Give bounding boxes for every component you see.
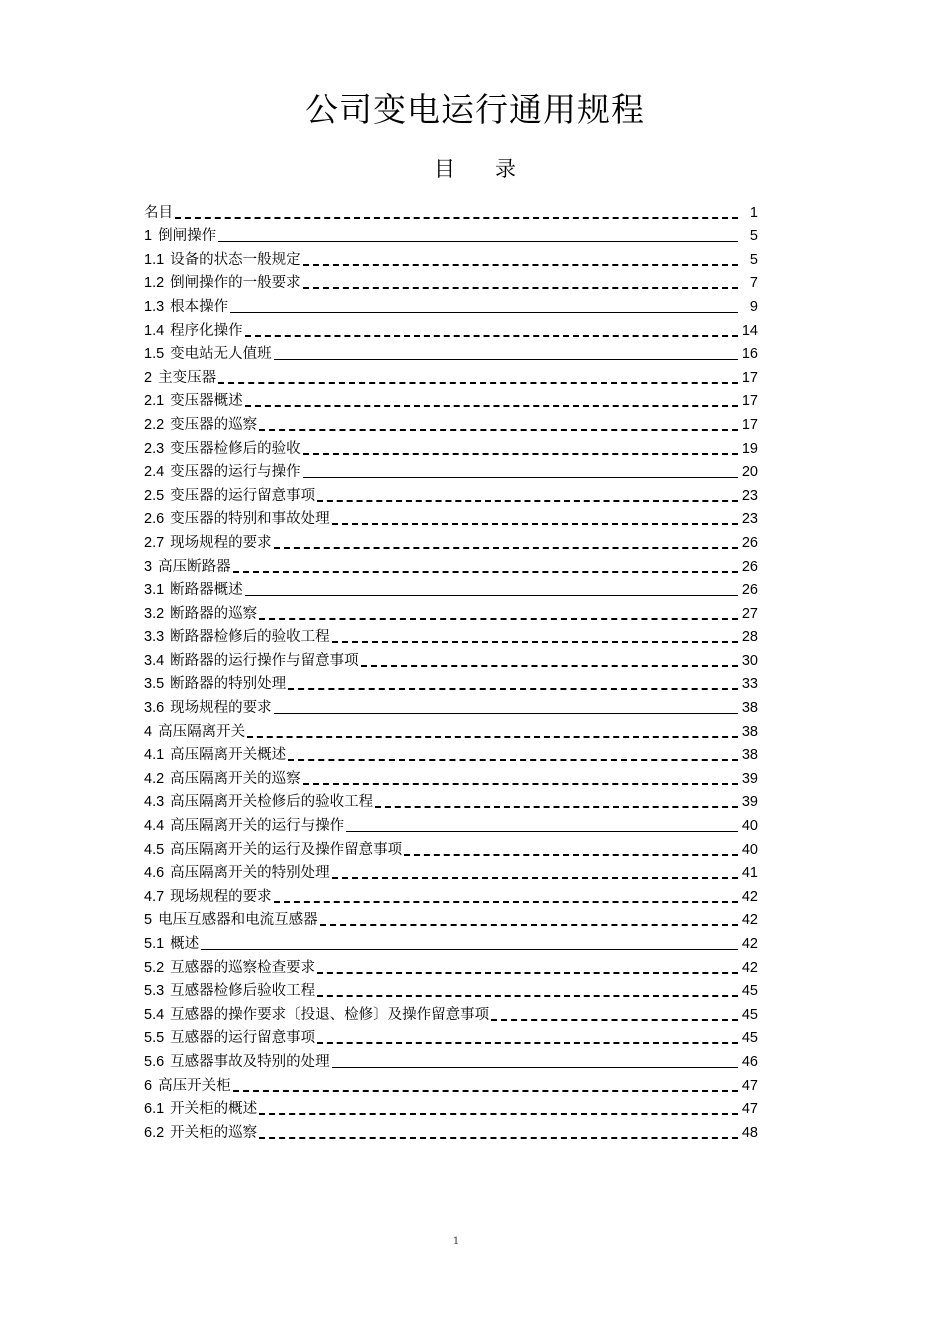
toc-entry-number: 5.5 bbox=[144, 1030, 165, 1047]
toc-entry[interactable] bbox=[144, 859, 758, 883]
toc-entry[interactable] bbox=[144, 1024, 758, 1048]
toc-leader-line bbox=[404, 854, 738, 856]
toc-leader-line bbox=[317, 500, 738, 502]
toc-leader-line bbox=[233, 1090, 738, 1092]
toc-entry[interactable] bbox=[144, 481, 758, 505]
toc-entry-number: 2.6 bbox=[144, 511, 165, 528]
toc-entry-page: 48 bbox=[741, 1124, 758, 1141]
toc-entry[interactable] bbox=[144, 1047, 758, 1071]
toc-entry-page: 28 bbox=[741, 629, 758, 646]
toc-leader-line bbox=[303, 453, 738, 455]
toc-entry-page: 16 bbox=[741, 346, 758, 363]
toc-entry-title: 断路器的特别处理 bbox=[170, 676, 287, 693]
toc-entry-title: 变压器的特别和事故处理 bbox=[170, 511, 330, 528]
toc-entry-page: 40 bbox=[741, 841, 758, 858]
toc-entry-page: 9 bbox=[749, 298, 758, 315]
toc-entry-number: 2.2 bbox=[144, 416, 165, 433]
toc-entry-label bbox=[144, 888, 272, 906]
toc-leader-line bbox=[317, 1042, 738, 1044]
toc-heading-char-2: 录 bbox=[495, 157, 516, 181]
toc-entry-number: 5 bbox=[144, 912, 153, 929]
toc-entry-label bbox=[144, 982, 315, 1000]
toc-entry-title: 高压隔离开关的运行及操作留意事项 bbox=[170, 841, 403, 858]
toc-entry-page: 38 bbox=[741, 723, 758, 740]
toc-leader-line bbox=[303, 264, 738, 266]
toc-entry-title: 变压器概述 bbox=[170, 393, 243, 410]
toc-entry-label bbox=[144, 1053, 330, 1071]
toc-entry-page: 26 bbox=[741, 534, 758, 551]
toc-entry[interactable] bbox=[144, 670, 758, 694]
toc-entry-title: 开关柜的巡察 bbox=[170, 1124, 258, 1141]
toc-entry-number: 3.4 bbox=[144, 652, 165, 669]
toc-entry-number: 6.1 bbox=[144, 1101, 165, 1118]
toc-entry-number: 3.3 bbox=[144, 629, 165, 646]
toc-leader-line bbox=[274, 359, 738, 360]
toc-entry-title: 互感器事故及特别的处理 bbox=[170, 1053, 330, 1070]
toc-entry-number: 1.3 bbox=[144, 298, 165, 315]
toc-entry-label bbox=[144, 1006, 489, 1024]
toc-entry-label bbox=[144, 605, 257, 623]
toc-entry-page: 30 bbox=[741, 652, 758, 669]
toc-entry-number: 3.6 bbox=[144, 700, 165, 717]
toc-entry[interactable] bbox=[144, 882, 758, 906]
toc-entry-page: 45 bbox=[741, 1006, 758, 1023]
toc-heading bbox=[0, 154, 950, 184]
toc-entry[interactable] bbox=[144, 458, 758, 482]
toc-entry[interactable] bbox=[144, 623, 758, 647]
toc-entry-title: 变压器检修后的验收 bbox=[170, 440, 301, 457]
toc-entry-number: 6.2 bbox=[144, 1124, 165, 1141]
toc-entry-number: 4.4 bbox=[144, 818, 165, 835]
toc-leader-line bbox=[233, 571, 738, 573]
toc-entry-label bbox=[144, 911, 318, 929]
toc-entry[interactable] bbox=[144, 1071, 758, 1095]
toc-leader-line bbox=[274, 901, 738, 903]
toc-entry[interactable] bbox=[144, 977, 758, 1001]
toc-entry-page: 40 bbox=[741, 818, 758, 835]
toc-leader-line bbox=[332, 1067, 738, 1068]
toc-entry-page: 26 bbox=[741, 558, 758, 575]
toc-entry-title: 高压隔离开关的特别处理 bbox=[170, 865, 330, 882]
toc-entry-label bbox=[144, 746, 286, 764]
toc-entry-number: 2.4 bbox=[144, 464, 165, 481]
toc-entry-number: 1.5 bbox=[144, 346, 165, 363]
toc-entry-title: 倒闸操作的一般要求 bbox=[170, 275, 301, 292]
toc-entry-label bbox=[144, 1100, 257, 1118]
toc-entry-page: 23 bbox=[741, 487, 758, 504]
toc-entry-label bbox=[144, 463, 301, 481]
toc-entry-label bbox=[144, 628, 330, 646]
toc-entry-label bbox=[144, 770, 301, 788]
toc-entry-number: 1.2 bbox=[144, 275, 165, 292]
toc-leader-line bbox=[346, 831, 738, 832]
toc-entry[interactable] bbox=[144, 316, 758, 340]
toc-entry-number: 4.1 bbox=[144, 747, 165, 764]
toc-entry-page: 46 bbox=[741, 1053, 758, 1070]
toc-entry-page: 17 bbox=[741, 416, 758, 433]
toc-entry-title: 断路器检修后的验收工程 bbox=[170, 629, 330, 646]
toc-entry-label bbox=[144, 841, 402, 859]
toc-leader-line bbox=[320, 924, 738, 926]
toc-leader-line bbox=[317, 972, 738, 974]
toc-entry-number: 5.2 bbox=[144, 959, 165, 976]
toc-entry-number: 2.5 bbox=[144, 487, 165, 504]
toc-entry[interactable] bbox=[144, 717, 758, 741]
toc-entry[interactable] bbox=[144, 929, 758, 953]
toc-entry-page: 7 bbox=[749, 275, 758, 292]
toc-entry-title: 高压隔离开关概述 bbox=[170, 747, 287, 764]
toc-entry-number: 5.6 bbox=[144, 1053, 165, 1070]
toc-entry-page: 42 bbox=[741, 912, 758, 929]
toc-entry-title: 变压器的巡察 bbox=[170, 416, 258, 433]
toc-entry-label bbox=[144, 959, 315, 977]
toc-entry-label bbox=[144, 322, 243, 340]
toc-entry[interactable] bbox=[144, 764, 758, 788]
toc-entry-label bbox=[144, 534, 272, 552]
toc-entry-number: 4.7 bbox=[144, 888, 165, 905]
toc-entry-number: 4.5 bbox=[144, 841, 165, 858]
toc-entry-label bbox=[144, 793, 373, 811]
toc-entry-page: 47 bbox=[741, 1077, 758, 1094]
toc-leader-line bbox=[259, 618, 738, 620]
toc-entry-title: 高压隔离开关检修后的验收工程 bbox=[170, 794, 374, 811]
toc-entry-number: 2.7 bbox=[144, 534, 165, 551]
toc-entry-title: 互感器检修后验收工程 bbox=[170, 983, 316, 1000]
toc-leader-line bbox=[375, 806, 738, 808]
toc-entry-number: 4.2 bbox=[144, 770, 165, 787]
toc-entry-page: 5 bbox=[749, 251, 758, 268]
toc-entry-title: 变电站无人值班 bbox=[170, 346, 272, 363]
toc-entry-title: 程序化操作 bbox=[170, 322, 243, 339]
toc-leader-line bbox=[230, 312, 738, 313]
toc-entry-page: 45 bbox=[741, 983, 758, 1000]
toc-entry-title: 断路器概述 bbox=[170, 582, 243, 599]
document-title: 公司变电运行通用规程 bbox=[305, 90, 645, 129]
toc-entry-page: 1 bbox=[749, 204, 758, 221]
toc-entry[interactable] bbox=[144, 292, 758, 316]
toc-entry[interactable] bbox=[144, 269, 758, 293]
toc-entry-page: 5 bbox=[749, 228, 758, 245]
toc-entry-page: 42 bbox=[741, 936, 758, 952]
toc-entry-title: 高压开关柜 bbox=[158, 1077, 231, 1094]
toc-leader-line bbox=[247, 736, 738, 738]
toc-entry-title: 变压器的运行与操作 bbox=[170, 464, 301, 481]
toc-entry-label bbox=[144, 298, 228, 316]
toc-entry-label bbox=[144, 652, 359, 670]
toc-leader-line bbox=[332, 877, 738, 879]
toc-entry-label bbox=[144, 1029, 315, 1047]
toc-leader-line bbox=[303, 477, 738, 478]
toc-leader-line bbox=[303, 783, 738, 785]
toc-entry-title: 高压隔离开关的巡察 bbox=[170, 770, 301, 787]
toc-entry-title: 高压隔离开关 bbox=[158, 723, 246, 740]
toc-entry-label bbox=[144, 345, 272, 363]
toc-leader-line bbox=[332, 641, 738, 643]
toc-entry-title: 概述 bbox=[170, 936, 200, 952]
toc-entry-label bbox=[144, 699, 272, 717]
toc-entry-label bbox=[144, 558, 231, 576]
toc-entry[interactable] bbox=[144, 576, 758, 600]
toc-leader-line bbox=[218, 382, 738, 384]
toc-entry-title: 断路器的运行操作与留意事项 bbox=[170, 652, 359, 669]
toc-leader-line bbox=[274, 713, 738, 714]
toc-entry-page: 45 bbox=[741, 1030, 758, 1047]
page-number: 1 bbox=[452, 1236, 460, 1247]
toc-entry[interactable] bbox=[144, 906, 758, 930]
toc-entry-label bbox=[144, 723, 245, 741]
toc-leader-line bbox=[288, 688, 738, 690]
toc-entry-page: 23 bbox=[741, 511, 758, 528]
toc-entry[interactable] bbox=[144, 410, 758, 434]
toc-entry[interactable] bbox=[144, 1118, 758, 1142]
toc-entry-title: 开关柜的概述 bbox=[170, 1101, 258, 1118]
toc-leader-line bbox=[259, 1137, 738, 1139]
toc-entry-label bbox=[144, 392, 243, 410]
toc-entry-title: 现场规程的要求 bbox=[170, 534, 272, 551]
toc-entry-title: 根本操作 bbox=[170, 298, 229, 315]
toc-entry-page: 17 bbox=[741, 369, 758, 386]
toc-entry-label bbox=[144, 227, 216, 245]
toc-entry-page: 42 bbox=[741, 959, 758, 976]
toc-entry-title: 变压器的运行留意事项 bbox=[170, 487, 316, 504]
toc-entry[interactable] bbox=[144, 788, 758, 812]
toc-leader-line bbox=[259, 1113, 738, 1115]
toc-entry[interactable] bbox=[144, 245, 758, 269]
toc-entry[interactable] bbox=[144, 552, 758, 576]
toc-entry[interactable] bbox=[144, 599, 758, 623]
toc-entry[interactable] bbox=[144, 340, 758, 364]
toc-leader-line bbox=[303, 287, 738, 289]
toc-entry-number: 2 bbox=[144, 369, 153, 386]
toc-entry-label bbox=[144, 251, 301, 269]
toc-leader-line bbox=[491, 1019, 738, 1021]
toc-entry-number: 3.1 bbox=[144, 582, 165, 599]
toc-entry[interactable] bbox=[144, 1000, 758, 1024]
toc-entry-number: 3.2 bbox=[144, 605, 165, 622]
toc-entry-label bbox=[144, 817, 344, 835]
toc-entry-number: 6 bbox=[144, 1077, 153, 1094]
toc-entry-page: 42 bbox=[741, 888, 758, 905]
toc-entry-number: 5.1 bbox=[144, 936, 165, 952]
toc-entry-number: 5.4 bbox=[144, 1006, 165, 1023]
toc-entry-number: 1.1 bbox=[144, 251, 165, 268]
toc-leader-line bbox=[274, 547, 738, 549]
toc-entry-number: 3 bbox=[144, 558, 153, 575]
toc-entry-label bbox=[144, 274, 301, 292]
toc-entry-title: 互感器的运行留意事项 bbox=[170, 1030, 316, 1047]
toc-entry-number: 4 bbox=[144, 723, 153, 740]
toc-entry-title: 高压断路器 bbox=[158, 558, 231, 575]
toc-entry-number: 2.3 bbox=[144, 440, 165, 457]
toc-entry-label bbox=[144, 935, 199, 953]
toc-leader-line bbox=[175, 217, 738, 219]
toc-entry[interactable] bbox=[144, 363, 758, 387]
toc-entry-title: 高压隔离开关的运行与操作 bbox=[170, 818, 345, 835]
toc-entry-label bbox=[144, 1124, 257, 1142]
toc-entry-title: 电压互感器和电流互感器 bbox=[158, 912, 318, 929]
toc-entry-title: 互感器的巡察检查要求 bbox=[170, 959, 316, 976]
toc-entry-label bbox=[144, 204, 173, 222]
toc-leader-line bbox=[245, 335, 738, 337]
toc-heading-char-1: 目 bbox=[434, 157, 455, 181]
toc-entry-title: 互感器的操作要求〔投退、检修〕及操作留意事项 bbox=[170, 1006, 490, 1023]
toc-entry[interactable] bbox=[144, 528, 758, 552]
toc-entry-label bbox=[144, 864, 330, 882]
toc-entry[interactable] bbox=[144, 646, 758, 670]
toc-entry-title: 倒闸操作 bbox=[158, 228, 217, 245]
toc-entry-page: 38 bbox=[741, 747, 758, 764]
toc-entry-number: 3.5 bbox=[144, 676, 165, 693]
toc-leader-line bbox=[317, 995, 738, 997]
toc-entry[interactable] bbox=[144, 505, 758, 529]
toc-entry[interactable] bbox=[144, 835, 758, 859]
toc-entry[interactable] bbox=[144, 811, 758, 835]
toc-entry-label bbox=[144, 510, 330, 528]
toc-entry-title: 现场规程的要求 bbox=[170, 700, 272, 717]
toc-leader-line bbox=[218, 241, 738, 242]
toc-entry[interactable] bbox=[144, 741, 758, 765]
toc-entry-page: 38 bbox=[741, 700, 758, 717]
toc-entry-page: 27 bbox=[741, 605, 758, 622]
toc-entry-title: 现场规程的要求 bbox=[170, 888, 272, 905]
toc-entry-title: 名目 bbox=[144, 204, 173, 221]
toc-entry[interactable] bbox=[144, 198, 758, 222]
toc-entry[interactable] bbox=[144, 953, 758, 977]
toc-entry-label bbox=[144, 1077, 231, 1095]
toc-entry-number: 2.1 bbox=[144, 393, 165, 410]
toc-entry-label bbox=[144, 440, 301, 458]
toc-entry-number: 1 bbox=[144, 228, 153, 245]
table-of-contents bbox=[144, 198, 758, 1142]
toc-entry-page: 17 bbox=[741, 393, 758, 410]
toc-entry-page: 39 bbox=[741, 770, 758, 787]
toc-leader-line bbox=[361, 665, 738, 667]
toc-entry-title: 设备的状态一般规定 bbox=[170, 251, 301, 268]
toc-entry[interactable] bbox=[144, 222, 758, 246]
toc-entry-label bbox=[144, 369, 216, 387]
toc-entry-label bbox=[144, 416, 257, 434]
toc-leader-line bbox=[332, 523, 738, 525]
toc-entry-page: 26 bbox=[741, 582, 758, 599]
toc-entry-label bbox=[144, 487, 315, 505]
toc-entry-page: 14 bbox=[741, 322, 758, 339]
toc-entry-page: 20 bbox=[741, 464, 758, 481]
toc-leader-line bbox=[245, 595, 738, 596]
toc-entry-number: 1.4 bbox=[144, 322, 165, 339]
toc-entry-number: 4.6 bbox=[144, 865, 165, 882]
toc-entry-page: 33 bbox=[741, 676, 758, 693]
toc-leader-line bbox=[245, 405, 738, 407]
toc-entry-title: 主变压器 bbox=[158, 369, 217, 386]
toc-entry-number: 5.3 bbox=[144, 983, 165, 1000]
toc-entry-page: 39 bbox=[741, 794, 758, 811]
toc-entry-number: 4.3 bbox=[144, 794, 165, 811]
toc-entry-label bbox=[144, 581, 243, 599]
toc-entry-page: 19 bbox=[741, 440, 758, 457]
toc-entry[interactable] bbox=[144, 693, 758, 717]
toc-entry-page: 41 bbox=[741, 865, 758, 882]
toc-entry-label bbox=[144, 675, 286, 693]
toc-leader-line bbox=[201, 949, 738, 950]
toc-leader-line bbox=[288, 759, 738, 761]
toc-entry[interactable] bbox=[144, 387, 758, 411]
toc-entry[interactable] bbox=[144, 434, 758, 458]
toc-entry[interactable] bbox=[144, 1095, 758, 1119]
toc-entry-title: 断路器的巡察 bbox=[170, 605, 258, 622]
toc-entry-page: 47 bbox=[741, 1101, 758, 1118]
toc-leader-line bbox=[259, 429, 738, 431]
